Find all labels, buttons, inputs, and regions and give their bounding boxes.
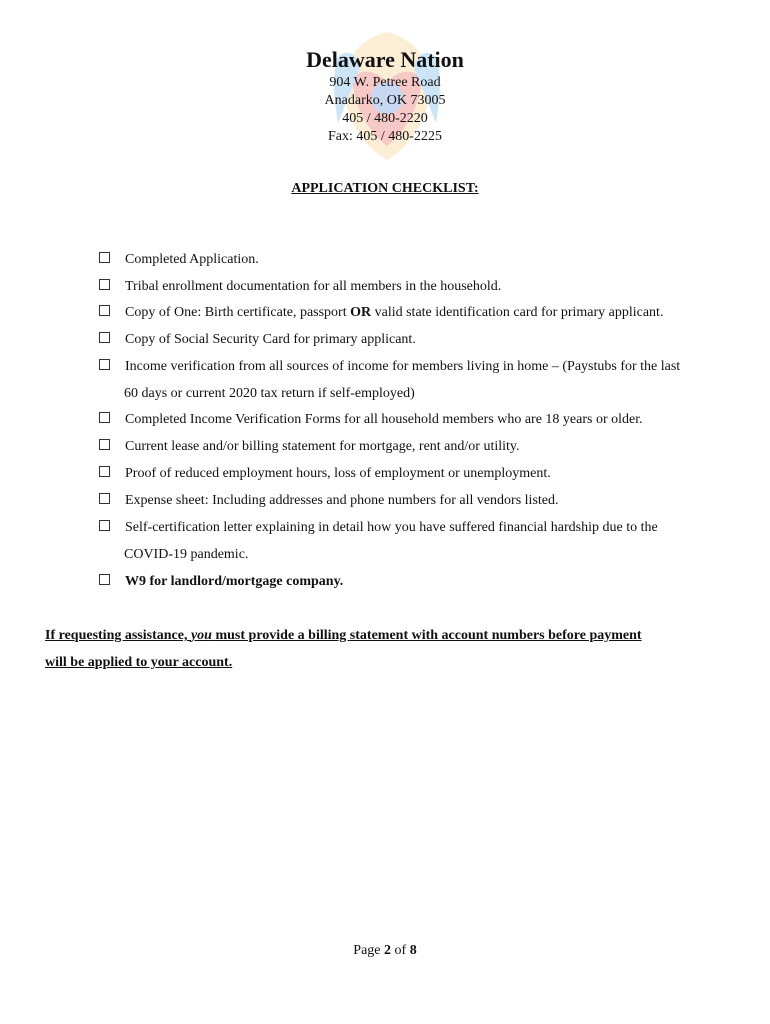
checklist-item-text: Proof of reduced employment hours, loss of employment or unemployment. bbox=[125, 466, 551, 481]
checkbox[interactable] bbox=[99, 493, 110, 504]
checkbox[interactable] bbox=[99, 305, 110, 316]
payment-notice bbox=[45, 622, 725, 676]
checkbox[interactable] bbox=[99, 466, 110, 477]
checklist-item bbox=[99, 246, 739, 273]
checkbox[interactable] bbox=[99, 332, 110, 343]
checklist-item-text: Tribal enrollment documentation for all members in the household. bbox=[125, 279, 502, 294]
checklist-item-text: Completed Application. bbox=[125, 252, 259, 267]
checklist-item bbox=[99, 487, 739, 514]
checklist-item bbox=[99, 353, 739, 407]
page-word: Page bbox=[353, 943, 381, 958]
checklist-item bbox=[99, 568, 739, 595]
total-pages-number: 8 bbox=[409, 943, 417, 958]
notice-text-part2: must provide a billing statement with account numbers before payment bbox=[211, 628, 642, 643]
checklist-title: APPLICATION CHECKLIST: bbox=[291, 181, 479, 196]
checklist-item bbox=[99, 406, 739, 433]
checklist-item-text: Completed Income Verification Forms for all household members who are 18 years or older. bbox=[125, 412, 643, 427]
letterhead bbox=[0, 46, 770, 146]
checklist-item bbox=[99, 326, 739, 353]
notice-emphasis: you bbox=[190, 628, 212, 643]
notice-text-line2: will be applied to your account. bbox=[45, 655, 233, 670]
page-number-footer bbox=[0, 942, 770, 960]
checklist-item bbox=[99, 273, 739, 300]
checkbox[interactable] bbox=[99, 520, 110, 531]
checkbox[interactable] bbox=[99, 439, 110, 450]
checklist-item-text: W9 for landlord/mortgage company. bbox=[125, 574, 344, 589]
checklist-item bbox=[99, 433, 739, 460]
phone-number: 405 / 480-2220 bbox=[342, 111, 428, 126]
checkbox[interactable] bbox=[99, 252, 110, 263]
checklist-item-text: Copy of Social Security Card for primary applicant. bbox=[125, 332, 416, 347]
checklist-item-text: Expense sheet: Including addresses and phone numbers for all vendors listed. bbox=[125, 493, 559, 508]
checkbox[interactable] bbox=[99, 279, 110, 290]
checklist-item-text: Current lease and/or billing statement for mortgage, rent and/or utility. bbox=[125, 439, 520, 454]
of-word: of bbox=[394, 943, 407, 958]
checklist-item-text: Copy of One: Birth certificate, passport bbox=[125, 305, 351, 320]
checklist-item-text: Income verification from all sources of income for members living in home – (Paystubs for the last bbox=[125, 359, 681, 374]
checkbox[interactable] bbox=[99, 412, 110, 423]
checklist-item bbox=[99, 460, 739, 487]
checkbox[interactable] bbox=[99, 359, 110, 370]
fax-number: Fax: 405 / 480-2225 bbox=[328, 129, 442, 144]
address-street: 904 W. Petree Road bbox=[329, 75, 441, 90]
checkbox[interactable] bbox=[99, 574, 110, 585]
current-page-number: 2 bbox=[384, 943, 392, 958]
address-city: Anadarko, OK 73005 bbox=[324, 93, 446, 108]
checklist-item-text-after: valid state identification card for primary applicant. bbox=[371, 305, 664, 320]
checklist-item-emphasis: OR bbox=[350, 305, 372, 320]
checklist-item-continuation: COVID-19 pandemic. bbox=[124, 547, 249, 562]
notice-text-part1: If requesting assistance, bbox=[45, 628, 191, 643]
organization-name: Delaware Nation bbox=[306, 47, 464, 72]
checklist-item-continuation: 60 days or current 2020 tax return if self-employed) bbox=[124, 386, 415, 401]
checklist-item-text: Self-certification letter explaining in detail how you have suffered financial hardship due to the bbox=[125, 520, 658, 535]
checklist-item bbox=[99, 299, 739, 326]
checklist-item bbox=[99, 514, 739, 568]
